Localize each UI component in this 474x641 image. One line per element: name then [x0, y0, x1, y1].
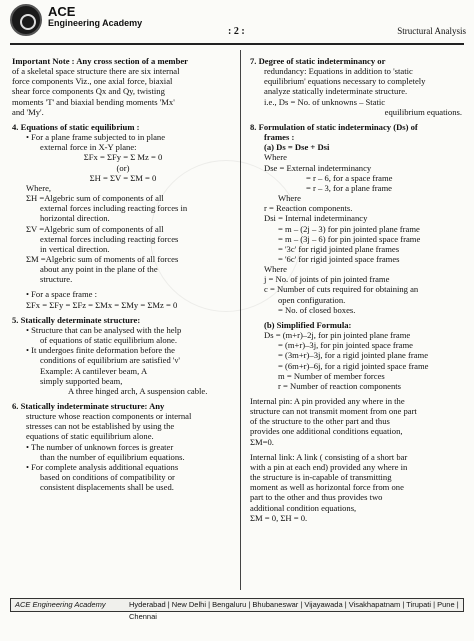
- s5-line: • Structure that can be analysed with the help: [26, 324, 182, 335]
- s6-line: structure whose reaction components or internal: [26, 411, 192, 422]
- page-footer: [10, 598, 464, 621]
- ace-logo-icon: [10, 4, 42, 36]
- s8a-r: r = Reaction components.: [264, 203, 353, 214]
- s5-line: of equations of static equilibrium alone.: [40, 335, 177, 346]
- brand: [48, 5, 142, 29]
- s7-ie-line: i.e., Ds = No. of unknowns – Static: [264, 96, 386, 107]
- s4-def-line: ΣH =Algebric sum of components of all: [26, 193, 164, 204]
- page-number: : 2 :: [228, 26, 245, 37]
- s5-line: Example: A cantilever beam, A: [40, 365, 148, 376]
- section-title: Structural Analysis: [397, 26, 466, 36]
- section-6-title: 6. Statically indeterminate structure: Any: [12, 401, 165, 411]
- s4-def-line: ΣM =Algebric sum of moments of all forces: [26, 253, 179, 264]
- s8a-title: (a) Ds = Dse + Dsi: [264, 142, 330, 153]
- right-column: [250, 56, 462, 523]
- important-note-line: force components Viz., one axial force, biaxial: [12, 76, 173, 87]
- internal-link-line: Internal link: A link ( consisting of a short bar: [250, 451, 408, 462]
- internal-link-line: additional condition equations,: [250, 502, 357, 513]
- s6-line: consistent displacements shall be used.: [40, 482, 174, 493]
- s7-line: redundancy: Equations in addition to 'static: [264, 66, 413, 77]
- s4-def-line: ΣV =Algebric sum of components of all: [26, 223, 164, 234]
- s4-def-line: external forces including reacting forces in: [40, 203, 188, 214]
- s8b-line: m = Number of member forces: [278, 370, 385, 381]
- internal-link-line: the structure is in-capable of transmitting: [250, 472, 392, 483]
- s8a-dse-line: = r – 3, for a plane frame: [306, 182, 392, 193]
- s6-line: • The number of unknown forces is greater: [26, 441, 174, 452]
- s8b-line: r = Number of reaction components: [278, 380, 401, 391]
- s8a-dse-line: Dse = External indeterminancy: [264, 162, 372, 173]
- important-note-line: of a skeletal space structure there are six internal: [12, 66, 180, 77]
- internal-pin-line: Internal pin: A pin provided any where in the: [250, 396, 405, 406]
- important-note-line: shear force components Qx and Qy, twisting: [12, 86, 165, 97]
- s8a-jc-line: = No. of closed boxes.: [278, 304, 356, 315]
- internal-link-line: with a pin at each end) provided any where in: [250, 461, 408, 472]
- brand-name: ACE: [48, 4, 76, 19]
- footer-brand: ACE Engineering Academy: [15, 600, 106, 609]
- header-rule: [10, 43, 464, 45]
- s6-line: than the number of equilibrium equations.: [40, 451, 185, 462]
- s8a-where: Where: [264, 152, 287, 163]
- s6-line: based on conditions of compatibility or: [40, 472, 175, 483]
- s8a-dsi-line: = m – (3j – 6) for pin jointed space frame: [278, 233, 421, 244]
- s8a-jc-line: j = No. of joints of pin jointed frame: [264, 274, 390, 285]
- s5-line: conditions of equilibrium are satisfied 'ν': [40, 355, 180, 366]
- internal-pin-line: provides one additional conditions equation,: [250, 426, 403, 437]
- s8a-dse-line: = r – 6, for a space frame: [306, 172, 393, 183]
- s5-line: A three hinged arch, A suspension cable.: [68, 385, 208, 396]
- s8b-line: = (m+r)–3j, for pin jointed space frame: [278, 340, 413, 351]
- important-note-line: and 'My'.: [12, 106, 44, 117]
- s4-plane-line: • For a plane frame subjected to in plane: [26, 132, 166, 143]
- section-4-title: 4. Equations of static equilibrium :: [12, 121, 140, 132]
- s4-def-line: horizontal direction.: [40, 213, 110, 224]
- s4-space-line: • For a space frame :: [26, 289, 98, 300]
- s8b-line: = (6m+r)–6j, for a rigid jointed space frame: [278, 360, 429, 371]
- s8a-jc-line: c = Number of cuts required for obtaining an: [264, 284, 419, 295]
- s8a-dsi-line: = '3c' for rigid jointed plane frames: [278, 243, 400, 254]
- left-column: [12, 56, 234, 492]
- internal-pin-line: structure can not transmit moment from one part: [250, 406, 417, 417]
- s4-equation: ΣFx = ΣFy = Σ Mz = 0: [83, 152, 163, 163]
- s5-line: • It undergoes finite deformation before the: [26, 345, 175, 356]
- s8a-dsi-line: = m – (2j – 3) for pin jointed plane frame: [278, 223, 420, 234]
- section-7-title: 7. Degree of static indeterminancy or: [250, 56, 386, 66]
- s8a-where: Where: [278, 193, 301, 204]
- internal-link-line: ΣM = 0, ΣH = 0.: [250, 512, 308, 523]
- s8a-dsi-line: = '6c' for rigid jointed space frames: [278, 253, 400, 264]
- s8b-line: = (3m+r)–3j, for a rigid jointed plane frame: [278, 350, 429, 361]
- s5-line: simply supported beam,: [40, 375, 123, 386]
- internal-link-line: part to the other and thus provides two: [250, 492, 383, 503]
- s6-line: equations of static equilibrium alone.: [26, 431, 154, 442]
- important-note-line: moments 'T' and biaxial bending moments 'Mx': [12, 96, 175, 107]
- s7-ie-line: equilibrium equations.: [384, 106, 462, 117]
- s7-line: analyze statically indeterminate structure.: [264, 86, 408, 97]
- s8a-dsi-line: Dsi = Internal indeterminancy: [264, 213, 368, 224]
- s8b-line: Ds = (m+r)–2j, for pin jointed plane frame: [264, 330, 411, 341]
- footer-cities: Hyderabad | New Delhi | Bengaluru | Bhubaneswar | Vijayawada | Visakhapatnam | Tirupati | Pune | Chennai: [129, 600, 459, 621]
- s8b-title: (b) Simplified Formula:: [264, 319, 352, 330]
- s6-line: stresses can not be established by using the: [26, 421, 175, 432]
- s7-line: equilibrium' equations necessary to completely: [264, 76, 426, 87]
- internal-pin-line: ΣM=0.: [250, 436, 274, 447]
- important-note-line: Important Note : Any cross section of a member: [12, 56, 188, 66]
- section-8-title: 8. Formulation of static indeterminacy (Ds) of: [250, 121, 418, 132]
- s4-space-equation: ΣFx = ΣFy = ΣFz = ΣMx = ΣMy = ΣMz = 0: [26, 299, 178, 310]
- s6-line: • For complete analysis additional equations: [26, 461, 179, 472]
- section-5-title: 5. Statically determinate structure:: [12, 314, 141, 325]
- s8a-where: Where: [264, 264, 287, 275]
- brand-sub: Engineering Academy: [48, 18, 143, 28]
- s4-or: (or): [116, 162, 130, 173]
- s4-def-line: structure.: [40, 274, 73, 285]
- section-8-title: frames :: [264, 132, 295, 143]
- s4-def-line: in vertical direction.: [40, 243, 110, 254]
- internal-link-line: moment as well as horizontal force from one: [250, 482, 404, 493]
- s4-def-line: about any point in the plane of the: [40, 264, 158, 275]
- important-note: [12, 56, 234, 117]
- page-header: [10, 4, 466, 40]
- s4-equation: ΣH = ΣV = ΣM = 0: [89, 172, 157, 183]
- s4-def-line: external forces including reacting forces: [40, 233, 179, 244]
- internal-pin-line: of the structure to the other part and thus: [250, 416, 390, 427]
- s8a-jc-line: open configuration.: [278, 294, 346, 305]
- s4-plane-line: external force in X-Y plane:: [40, 142, 137, 153]
- s4-where: Where,: [26, 182, 52, 193]
- column-divider: [240, 50, 241, 590]
